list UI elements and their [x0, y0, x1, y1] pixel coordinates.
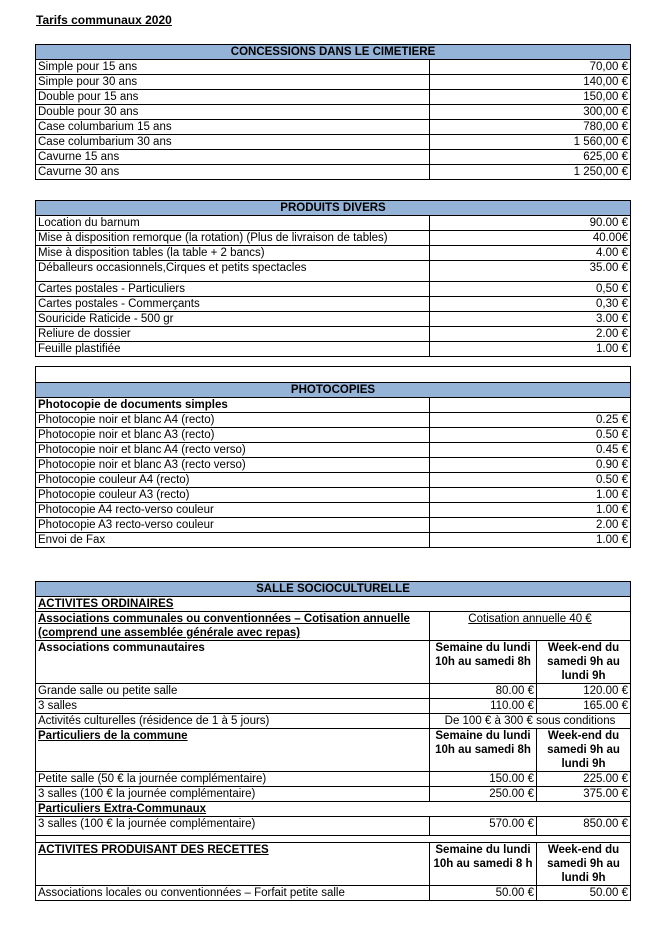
price-row — [36, 297, 631, 312]
item-price: 1.00 € — [430, 533, 631, 548]
price-row — [36, 518, 631, 533]
item-label: Photocopie noir et blanc A4 (recto verso) — [36, 443, 430, 458]
trois-salles-extra-weekend: 850.00 € — [537, 817, 631, 836]
spacer-row — [36, 367, 631, 383]
item-label: Cartes postales - Commerçants — [36, 297, 430, 312]
item-label: Photocopie couleur A3 (recto) — [36, 488, 430, 503]
item-price: 2.00 € — [430, 518, 631, 533]
col-weekend-header: Week-end du samedi 9h au lundi 9h — [537, 729, 631, 772]
assoc-communautaires-label: Associations communautaires — [36, 641, 430, 684]
activites-culturelles-label: Activités culturelles (résidence de 1 à 5 jours) — [36, 714, 430, 729]
item-label: Cavurne 30 ans — [36, 165, 430, 180]
col-weekend-header-2: Week-end du samedi 9h au lundi 9h — [537, 843, 631, 886]
price-row — [36, 473, 631, 488]
item-price: 70,00 € — [430, 60, 631, 75]
item-label: Photocopie A3 recto-verso couleur — [36, 518, 430, 533]
item-label: Photocopie noir et blanc A3 (recto verso) — [36, 458, 430, 473]
produits-table — [35, 200, 631, 357]
item-price: 35.00 € — [430, 261, 631, 282]
extra-communaux-label: Particuliers Extra-Communaux — [36, 802, 631, 817]
item-price: 4.00 € — [430, 246, 631, 261]
price-row — [36, 282, 631, 297]
col-semaine-header-2: Semaine du lundi 10h au samedi 8 h — [430, 843, 537, 886]
grande-salle-weekend: 120.00 € — [537, 684, 631, 699]
price-row — [36, 135, 631, 150]
price-row — [36, 533, 631, 548]
item-label: Photocopie noir et blanc A4 (recto) — [36, 413, 430, 428]
item-label: Feuille plastifiée — [36, 342, 430, 357]
item-price: 90.00 € — [430, 216, 631, 231]
price-row — [36, 231, 631, 246]
price-row — [36, 443, 631, 458]
trois-salles-particuliers-label: 3 salles (100 € la journée complémentaire) — [36, 787, 430, 802]
item-label: Case columbarium 30 ans — [36, 135, 430, 150]
item-label: Mise à disposition remorque (la rotation) (Plus de livraison de tables) — [36, 231, 430, 246]
particuliers-commune-label: Particuliers de la commune — [36, 729, 430, 772]
grande-salle-semaine: 80.00 € — [430, 684, 537, 699]
price-row — [36, 150, 631, 165]
petite-salle-label: Petite salle (50 € la journée complémentaire) — [36, 772, 430, 787]
trois-salles-particuliers-semaine: 250.00 € — [430, 787, 537, 802]
item-price: 1 250,00 € — [430, 165, 631, 180]
item-price: 150,00 € — [430, 90, 631, 105]
item-label: Simple pour 15 ans — [36, 60, 430, 75]
item-price: 780,00 € — [430, 120, 631, 135]
item-label: Photocopie couleur A4 (recto) — [36, 473, 430, 488]
photocopies-subheader: Photocopie de documents simples — [36, 398, 430, 413]
activites-culturelles-value: De 100 € à 300 € sous conditions — [430, 714, 631, 729]
cimetiere-header: CONCESSIONS DANS LE CIMETIERE — [36, 45, 631, 60]
item-price: 0.45 € — [430, 443, 631, 458]
item-label: Photocopie A4 recto-verso couleur — [36, 503, 430, 518]
price-row — [36, 312, 631, 327]
item-label: Mise à disposition tables (la table + 2 bancs) — [36, 246, 430, 261]
price-row — [36, 458, 631, 473]
price-row — [36, 216, 631, 231]
trois-salles-semaine: 110.00 € — [430, 699, 537, 714]
trois-salles-extra-label: 3 salles (100 € la journée complémentaire) — [36, 817, 430, 836]
item-label: Souricide Raticide - 500 gr — [36, 312, 430, 327]
col-semaine-header: Semaine du lundi 10h au samedi 8h — [430, 729, 537, 772]
item-price: 0.50 € — [430, 428, 631, 443]
item-label: Case columbarium 15 ans — [36, 120, 430, 135]
price-row — [36, 342, 631, 357]
assoc-conventionnees-label: Associations communales ou conventionnées – Cotisation annuelle (comprend une assemblée générale avec repas) — [36, 612, 430, 641]
item-price: 0.90 € — [430, 458, 631, 473]
item-label: Envoi de Fax — [36, 533, 430, 548]
petite-salle-semaine: 150.00 € — [430, 772, 537, 787]
col-weekend-header: Week-end du samedi 9h au lundi 9h — [537, 641, 631, 684]
petite-salle-weekend: 225.00 € — [537, 772, 631, 787]
price-row — [36, 120, 631, 135]
photocopies-table — [35, 366, 631, 548]
price-row — [36, 60, 631, 75]
price-row — [36, 503, 631, 518]
activites-recettes-heading: ACTIVITES PRODUISANT DES RECETTES — [36, 843, 430, 886]
col-semaine-header: Semaine du lundi 10h au samedi 8h — [430, 641, 537, 684]
item-price: 1 560,00 € — [430, 135, 631, 150]
forfait-semaine: 50.00 € — [430, 886, 537, 901]
item-label: Photocopie noir et blanc A3 (recto) — [36, 428, 430, 443]
activites-ordinaires-heading: ACTIVITES ORDINAIRES — [36, 597, 631, 612]
item-label: Cavurne 15 ans — [36, 150, 430, 165]
cotisation-value: Cotisation annuelle 40 € — [430, 612, 631, 641]
item-label: Double pour 15 ans — [36, 90, 430, 105]
price-row — [36, 75, 631, 90]
salle-table — [35, 581, 631, 901]
document-title: Tarifs communaux 2020 — [36, 13, 172, 27]
price-row — [36, 90, 631, 105]
salle-header: SALLE SOCIOCULTURELLE — [36, 582, 631, 597]
item-price: 0.50 € — [430, 473, 631, 488]
produits-header: PRODUITS DIVERS — [36, 201, 631, 216]
forfait-label: Associations locales ou conventionnées – Forfait petite salle — [36, 886, 430, 901]
item-label: Reliure de dossier — [36, 327, 430, 342]
item-label: Cartes postales - Particuliers — [36, 282, 430, 297]
grande-salle-label: Grande salle ou petite salle — [36, 684, 430, 699]
trois-salles-extra-semaine: 570.00 € — [430, 817, 537, 836]
item-price: 1.00 € — [430, 488, 631, 503]
empty-cell — [430, 398, 631, 413]
price-row — [36, 413, 631, 428]
item-price: 3.00 € — [430, 312, 631, 327]
item-label: Double pour 30 ans — [36, 105, 430, 120]
spacer-row — [36, 836, 631, 843]
item-label: Simple pour 30 ans — [36, 75, 430, 90]
item-price: 625,00 € — [430, 150, 631, 165]
cimetiere-table — [35, 44, 631, 180]
price-row — [36, 105, 631, 120]
price-row — [36, 261, 631, 282]
item-price: 0,30 € — [430, 297, 631, 312]
trois-salles-particuliers-weekend: 375.00 € — [537, 787, 631, 802]
photocopies-header: PHOTOCOPIES — [36, 383, 631, 398]
price-row — [36, 165, 631, 180]
item-price: 300,00 € — [430, 105, 631, 120]
price-row — [36, 428, 631, 443]
trois-salles-weekend: 165.00 € — [537, 699, 631, 714]
price-row — [36, 327, 631, 342]
item-price: 140,00 € — [430, 75, 631, 90]
item-price: 1.00 € — [430, 342, 631, 357]
price-row — [36, 246, 631, 261]
trois-salles-label: 3 salles — [36, 699, 430, 714]
item-price: 40.00€ — [430, 231, 631, 246]
item-price: 0,50 € — [430, 282, 631, 297]
item-price: 2.00 € — [430, 327, 631, 342]
item-price: 0.25 € — [430, 413, 631, 428]
price-row — [36, 488, 631, 503]
forfait-weekend: 50.00 € — [537, 886, 631, 901]
item-label: Déballeurs occasionnels,Cirques et petits spectacles — [36, 261, 430, 282]
item-price: 1.00 € — [430, 503, 631, 518]
item-label: Location du barnum — [36, 216, 430, 231]
